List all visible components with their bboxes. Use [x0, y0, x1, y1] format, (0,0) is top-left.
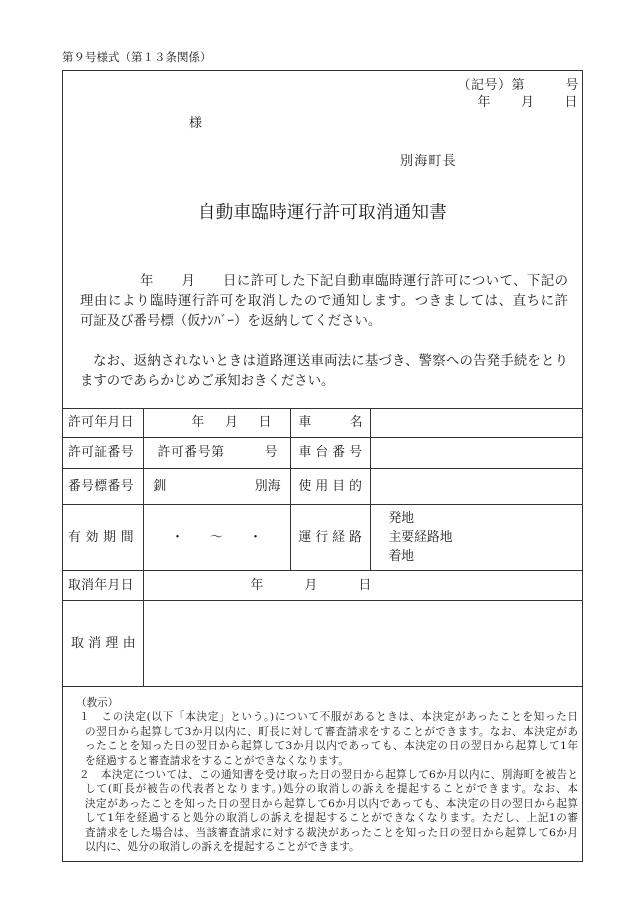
table-row: [63, 571, 582, 601]
document-number: （記号）第 号: [457, 78, 579, 93]
table-row: [63, 438, 582, 469]
purpose-field: [370, 469, 582, 505]
form-number: 第９号様式（第１３条関係）: [62, 50, 212, 64]
revocation-reason-field: [143, 601, 582, 687]
body-line: なお、返納されないときは道路運送車両法に基づき、警察への告発手続をとり: [93, 354, 568, 369]
permit-number-value: 許可番号第 号: [143, 438, 290, 469]
plate-office: 別海: [254, 478, 281, 494]
body-line: ますのであらかじめご承知おきください。: [80, 374, 335, 389]
instruction-line: ２ 本決定については、この通知書を受け取った日の翌日から起算して6か月以内に、別海町を被告と: [79, 769, 578, 782]
route-via: 主要経路地: [388, 530, 453, 545]
permit-date-label: 許可年月日: [63, 409, 143, 438]
instructions-heading: （教示）: [76, 697, 119, 709]
route-origin: 発地: [388, 511, 415, 526]
body-line: 理由により臨時運行許可を取消したので通知します。つきましては、直ちに許: [80, 294, 568, 309]
document-title: 自動車臨時運行許可取消通知書: [197, 203, 448, 223]
instruction-line: を経過すると審査請求をすることができなくなります。: [85, 754, 349, 767]
instruction-line: １ この決定(以下「本決定」という。)について不服があるときは、本決定があったことを知った日: [79, 711, 578, 724]
permit-number-label: 許可証番号: [63, 438, 143, 469]
issuer-name: 別海町長: [400, 154, 457, 169]
valid-period-value: ・ ～ ・: [143, 505, 290, 571]
revocation-reason-label: 取 消 理 由: [63, 601, 143, 687]
instruction-line: ったことを知った日の翌日から起算して3か月以内であっても、本決定の日の翌日から起算して1年: [85, 740, 578, 753]
revocation-date-label: 取消年月日: [63, 571, 143, 601]
plate-number-value: [143, 469, 290, 505]
plate-number-label: 番号標番号: [63, 469, 143, 505]
instruction-line: して1年を経過すると処分の取消しの訴えを提起することができなくなります。ただし、上記1の審: [85, 812, 578, 825]
table-row: [63, 505, 582, 571]
instruction-item-2: [76, 768, 578, 854]
route-label: 運 行 経 路: [290, 505, 370, 571]
table-row: [63, 469, 582, 505]
vehicle-name-field: [370, 409, 582, 438]
permit-date-value: 年 月 日: [143, 409, 290, 438]
addressee-honorific: 様: [189, 116, 203, 131]
route-value: [370, 505, 582, 571]
instruction-line: 以内に、処分の取消しの訴えを提起することができます。: [85, 841, 360, 854]
plate-region: 釧: [153, 478, 167, 494]
permit-details-table: [63, 408, 582, 687]
instruction-line: の翌日から起算して3か月以内に、町長に対して審査請求をすることができます。なお、本決定があ: [85, 725, 578, 738]
valid-period-label: 有 効 期 間: [63, 505, 143, 571]
vehicle-name-label: 車 名: [290, 409, 370, 438]
table-row: [63, 601, 582, 687]
notice-body: [80, 272, 568, 392]
instruction-item-1: [76, 710, 578, 768]
plate-number-parts: [154, 479, 281, 495]
chassis-number-label: 車 台 番 号: [290, 438, 370, 469]
chassis-number-field: [370, 438, 582, 469]
instructions-section: [76, 696, 578, 854]
instruction-line: 決定があったことを知った日の翌日から起算して6か月以内であっても、本決定の日の翌日から起算: [85, 797, 578, 810]
body-line: 可証及び番号標（仮ﾅﾝﾊﾞｰ）を返納してください。: [80, 314, 382, 329]
instruction-line: 査請求をした場合は、当該審査請求に対する裁決があったことを知った日の翌日から起算して6か月: [85, 826, 578, 839]
table-row: [63, 409, 582, 438]
body-line: 年 月 日に許可した下記自動車臨時運行許可について、下記の: [140, 274, 568, 289]
route-destination: 着地: [388, 549, 415, 564]
purpose-label: 使 用 目 的: [290, 469, 370, 505]
revocation-date-value: 年 月 日: [143, 571, 582, 601]
instruction-line: して(町長が被告の代表者となります。)処分の取消しの訴えを提起することができます。なお、本: [85, 783, 578, 796]
issue-date: 年 月 日: [477, 95, 579, 110]
